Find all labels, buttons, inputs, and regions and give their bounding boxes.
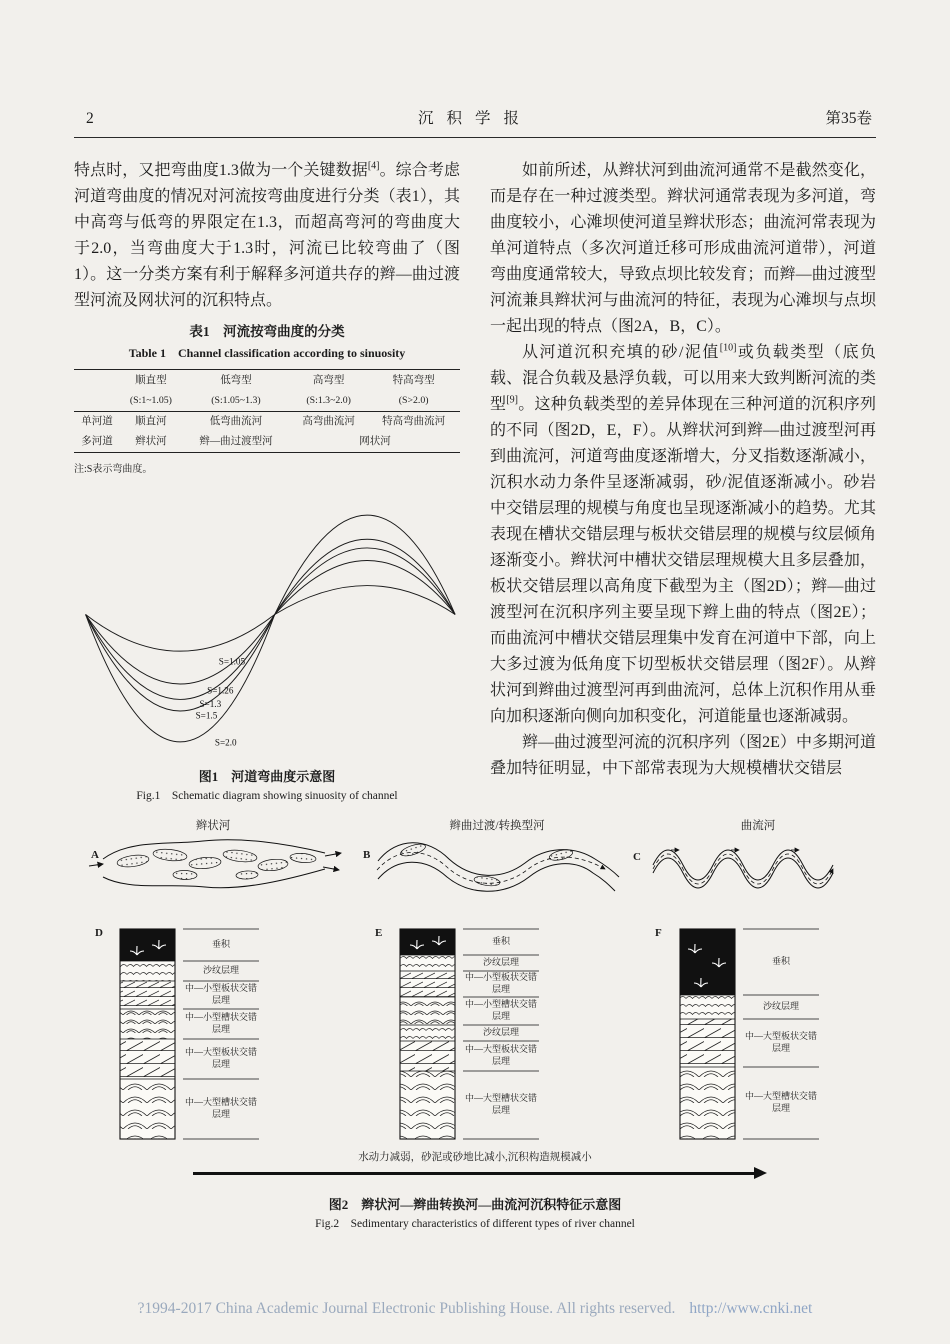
strat-label: 沙纹层理 xyxy=(482,1026,519,1037)
figure2-caption-cn: 图2 辫状河—辫曲转换河—曲流河沉积特征示意图 xyxy=(328,1196,622,1212)
strat-label: 中—大型板状交错层理 xyxy=(745,1031,818,1053)
table-cell: 高弯曲流河 xyxy=(302,416,355,427)
strat-label: 中—大型板状交错层理 xyxy=(465,1044,538,1066)
table-row xyxy=(74,411,460,432)
page-footer xyxy=(0,1300,950,1318)
table-header-cell xyxy=(74,370,120,391)
curve-label: S=1.26 xyxy=(207,685,234,696)
page-header xyxy=(74,106,876,137)
paragraph-text: 。综合考虑河道弯曲度的情况对河流按弯曲度进行分类（表1），其中高弯与低弯的界限定在1.3，而超高弯河的弯曲度大于2.0，当弯曲度大于1.3时，河流已比较弯曲了（图1）。这一分类方案有利于解释多河道共存的辫—曲过渡型河流及网状河的沉积特点。 xyxy=(74,162,460,309)
table-header-cell: 特高弯型 xyxy=(392,374,435,386)
panel-title-transitional: 辫曲过渡/转换型河 xyxy=(449,819,545,832)
table-row xyxy=(74,432,460,453)
curve-label: S=1.05 xyxy=(218,656,246,667)
panel-letter-e: E xyxy=(375,926,383,939)
strat-label: 中—小型槽状交错层理 xyxy=(185,1012,258,1034)
curve-label: S=2.0 xyxy=(214,737,237,748)
strat-label: 中—小型板状交错层理 xyxy=(465,972,538,994)
table-1 xyxy=(74,369,460,453)
body-paragraph: 辫—曲过渡型河流的沉积序列（图2E）中多期河道叠加特征明显，中下部常表现为大规模槽状交错层 xyxy=(490,734,876,777)
strat-label: 沙纹层理 xyxy=(762,1000,799,1011)
paragraph-text: 从河道沉积充填的砂/泥值 xyxy=(522,344,720,361)
table-cell: 多河道 xyxy=(81,436,113,447)
paragraph-text: 或负载类型（底负载、混合负载及悬浮负载，可以用来大致判断河流的类型 xyxy=(490,344,876,413)
table-cell: 单河道 xyxy=(81,416,113,427)
table-title-en: Table 1 Channel classification according to sinuosity xyxy=(128,346,406,360)
panel-title-braided: 辫状河 xyxy=(195,819,231,832)
figure1-caption-en: Fig.1 Schematic diagram showing sinuosity of channel xyxy=(136,789,398,802)
strat-label: 中—大型板状交错层理 xyxy=(185,1047,258,1069)
table-row xyxy=(74,370,460,391)
panel-letter-a: A xyxy=(91,848,99,861)
copyright-text: ?1994-2017 China Academic Journal Electronic Publishing House. All rights reserved. xyxy=(137,1300,676,1317)
table-1-block xyxy=(74,322,460,483)
table-cell: 辫—曲过渡型河 xyxy=(199,436,273,447)
figure1-sinuosity-diagram xyxy=(74,491,460,761)
table-cell: 顺直河 xyxy=(135,416,167,427)
sinuosity-curve xyxy=(86,585,456,651)
panel-title-meandering: 曲流河 xyxy=(740,819,776,832)
right-column xyxy=(490,158,876,805)
strat-label: 垂积 xyxy=(491,935,510,946)
figure-2-block xyxy=(74,817,876,1233)
table-cell xyxy=(74,390,120,411)
left-column xyxy=(74,158,460,805)
table-row xyxy=(74,390,460,411)
panel-letter-c: C xyxy=(633,850,641,863)
strat-label: 沙纹层理 xyxy=(202,964,239,975)
table-header-cell: 低弯型 xyxy=(220,374,252,386)
curve-label: S=1.5 xyxy=(195,710,218,721)
figure-1-block xyxy=(74,491,460,805)
citation-superscript: [9] xyxy=(506,394,518,406)
paragraph-text: 特点时，又把弯曲度1.3做为一个关键数据 xyxy=(74,162,368,179)
table-title-cn: 表1 河流按弯曲度的分类 xyxy=(189,324,345,339)
cnki-url-link[interactable]: http://www.cnki.net xyxy=(689,1300,813,1317)
trend-arrow-head-icon xyxy=(754,1167,767,1179)
table-note: 注:S表示弯曲度。 xyxy=(74,463,153,475)
citation-superscript: [4] xyxy=(367,160,380,172)
figure2-diagram xyxy=(75,817,875,1147)
strat-label: 中—大型槽状交错层理 xyxy=(745,1091,818,1113)
braided-river-sketch xyxy=(89,839,341,887)
figure2-caption-en: Fig.2 Sedimentary characteristics of different types of river channel xyxy=(315,1217,635,1230)
figure1-caption-cn: 图1 河道弯曲度示意图 xyxy=(198,768,336,784)
volume-label: 第35卷 xyxy=(825,110,872,127)
strat-label: 沙纹层理 xyxy=(482,956,519,967)
curve-label: S=1.3 xyxy=(199,698,222,709)
panel-letter-d: D xyxy=(95,926,103,939)
page-number: 2 xyxy=(86,110,94,127)
table-header-cell: 高弯型 xyxy=(312,374,345,386)
strat-label: 中—大型槽状交错层理 xyxy=(185,1097,258,1119)
table-cell: 特高弯曲流河 xyxy=(382,416,446,427)
table-cell: 辫状河 xyxy=(135,436,167,447)
strat-label: 垂积 xyxy=(771,955,790,966)
strat-label: 垂积 xyxy=(211,938,230,949)
table-cell: (S:1~1.05) xyxy=(120,390,182,411)
strat-label: 中—小型槽状交错层理 xyxy=(465,999,538,1021)
citation-superscript: [10] xyxy=(719,342,737,354)
trend-arrow-line xyxy=(193,1172,755,1175)
strat-label: 中—大型槽状交错层理 xyxy=(465,1093,538,1115)
header-rule xyxy=(74,137,876,138)
meandering-river-sketch xyxy=(653,850,833,888)
table-header-cell: 顺直型 xyxy=(135,374,167,386)
trend-arrow-text: 水动力减弱，砂泥或砂地比减小,沉积构造规模减小 xyxy=(358,1151,592,1163)
transitional-river-sketch xyxy=(377,841,619,891)
journal-title: 沉积学报 xyxy=(417,110,533,127)
body-paragraph xyxy=(74,158,460,314)
two-column-body xyxy=(74,158,876,805)
table-cell: (S:1.05~1.3) xyxy=(182,390,290,411)
panel-letter-b: B xyxy=(363,848,371,861)
strat-label: 中—小型板状交错层理 xyxy=(185,983,258,1005)
panel-letter-f: F xyxy=(655,926,662,939)
table-cell: 低弯曲流河 xyxy=(209,416,263,427)
body-paragraph: 如前所述，从辫状河到曲流河通常不是截然变化，而是存在一种过渡类型。辫状河通常表现为多河道，弯曲度较小，心滩坝使河道呈辫状形态；曲流河常表现为单河道特点（多次河道迁移可形成曲流河道带），河道弯曲度通常较大，导致点坝比较发育；而辫—曲过渡型河流兼具辫状河与曲流河的特征，表现为心滩坝与点坝一起出现的特点（图2A，B，C）。 xyxy=(490,162,876,335)
table-cell: (S>2.0) xyxy=(367,390,460,411)
paragraph-text: 。这种负载类型的差异体现在三种河道的沉积序列的不同（图2D，E，F）。从辫状河到辫—曲过渡型河再到曲流河，河道弯曲度逐渐增大，分叉指数逐渐减小，沉积水动力条件呈逐渐减弱，砂/泥值逐渐减小。砂岩中交错层理的规模与角度也呈现逐渐减小的趋势。尤其表现在槽状交错层理与板状交错层理的规模与纹层倾角逐渐变小。辫状河中槽状交错层理规模大且多层叠加，板状交错层理以高角度下截型为主（图2D）；辫—曲过渡型河在沉积序列主要呈现下辫上曲的特点（图2E）；而曲流河中槽状交错层理集中发育在河道中下部，向上大多过渡为低角度下切型板状交错层理（图2F）。从辫状河到辫曲过渡型河再到曲流河，总体上沉积作用从垂向加积逐渐向侧向加积变化，河道能量也逐渐减弱。 xyxy=(490,396,876,725)
table-cell: (S:1.3~2.0) xyxy=(290,390,367,411)
table-cell: 网状河 xyxy=(359,436,391,447)
trend-arrow-row xyxy=(75,1147,875,1189)
body-paragraph xyxy=(490,340,876,730)
